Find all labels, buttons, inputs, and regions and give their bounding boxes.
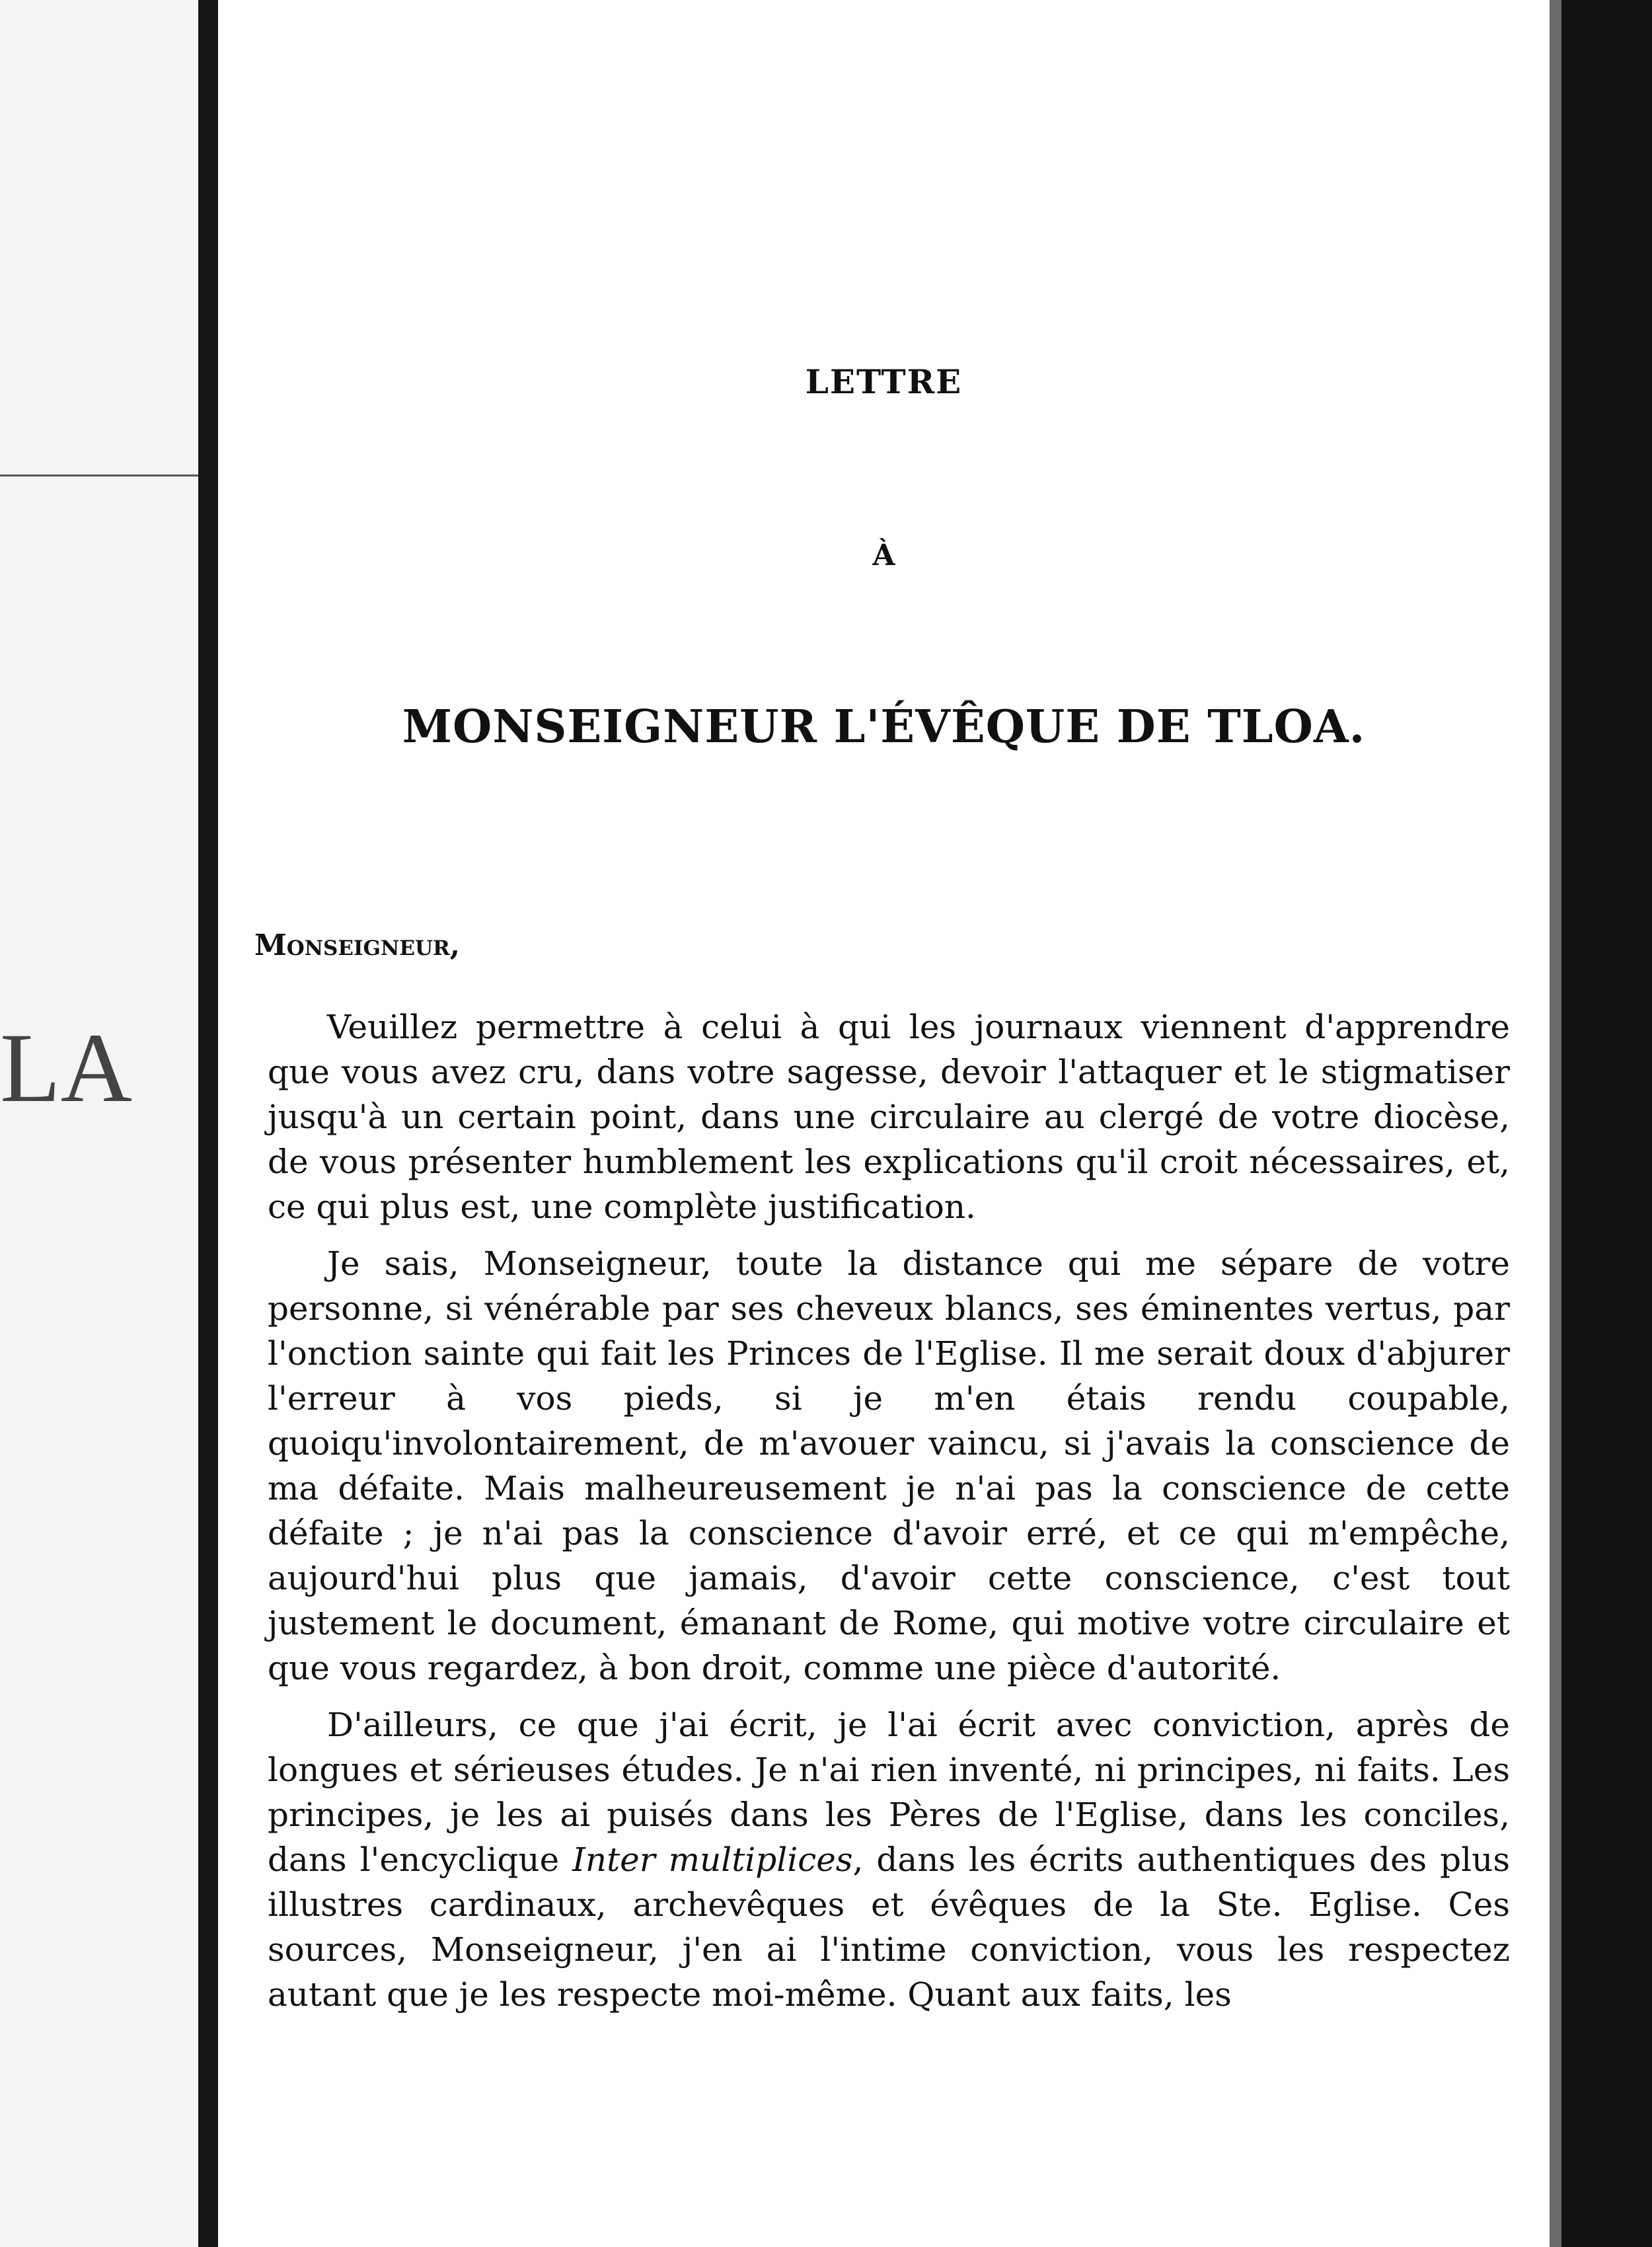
paragraph-text: Veuillez permettre à celui à qui les journaux viennent d'apprendre que vous avez cru, dans votre sagesse, devoir l'attaquer et le stigmatiser jusqu'à un certain point, dans une circulaire au clergé de votre diocèse, de vous présenter humblement les explications qu'il croit nécessaires, et, ce qui plus est, une complète justification.	[268, 1008, 1510, 1226]
paragraph-3	[268, 1702, 1510, 2017]
right-scan-border	[1550, 0, 1652, 2247]
document-addressee: MONSEIGNEUR L'ÉVÊQUE DE TLOA.	[402, 701, 1366, 753]
paragraph-1	[268, 1005, 1510, 1229]
left-page-rule	[0, 475, 198, 476]
document-page	[218, 0, 1550, 2247]
right-page-edge	[1550, 0, 1561, 2247]
left-page-fragment: LA	[0, 1013, 132, 1123]
salutation: Monseigneur,	[254, 929, 461, 962]
paragraph-text: Je sais, Monseigneur, toute la distance qui me sépare de votre personne, si vénérable par ses cheveux blancs, ses éminentes vertus, par l'onction sainte qui fait les Princes de l'Eglise. Il me serait doux d'abjurer l'erreur à vos pieds, si je m'en étais rendu coupable, quoiqu'involontairement, de m'avouer vaincu, si j'avais la conscience de ma défaite. Mais malheureusement je n'ai pas la conscience de cette défaite ; je n'ai pas la conscience d'avoir erré, et ce qui m'empêche, aujourd'hui plus que jamais, d'avoir cette conscience, c'est tout justement le document, émanant de Rome, qui motive votre circulaire et que vous regardez, à bon droit, comme une pièce d'autorité.	[268, 1244, 1510, 1687]
document-preposition: À	[872, 539, 895, 572]
left-facing-page	[0, 0, 198, 2247]
letter-body	[268, 1005, 1510, 2029]
paragraph-text: D'ailleurs, ce que j'ai écrit, je l'ai écrit avec conviction, après de longues et sérieuses études. Je n'ai rien inventé, ni principes, ni faits. Les principes, je les ai puisés dans les Pères de l'Eglise, dans les conciles, dans l'encyclique	[268, 1706, 1510, 1879]
document-title: LETTRE	[805, 362, 963, 401]
paragraph-2	[268, 1241, 1510, 1691]
book-spine	[198, 0, 218, 2247]
paragraph-text-continued: , dans les écrits authentiques des plus illustres cardinaux, archevêques et évêques de la Ste. Eglise. Ces sources, Monseigneur, j'en ai l'intime conviction, vous les respectez autant que je les respecte moi-même. Quant aux faits, les	[268, 1841, 1510, 2014]
encyclical-title: Inter multiplices	[572, 1841, 853, 1879]
